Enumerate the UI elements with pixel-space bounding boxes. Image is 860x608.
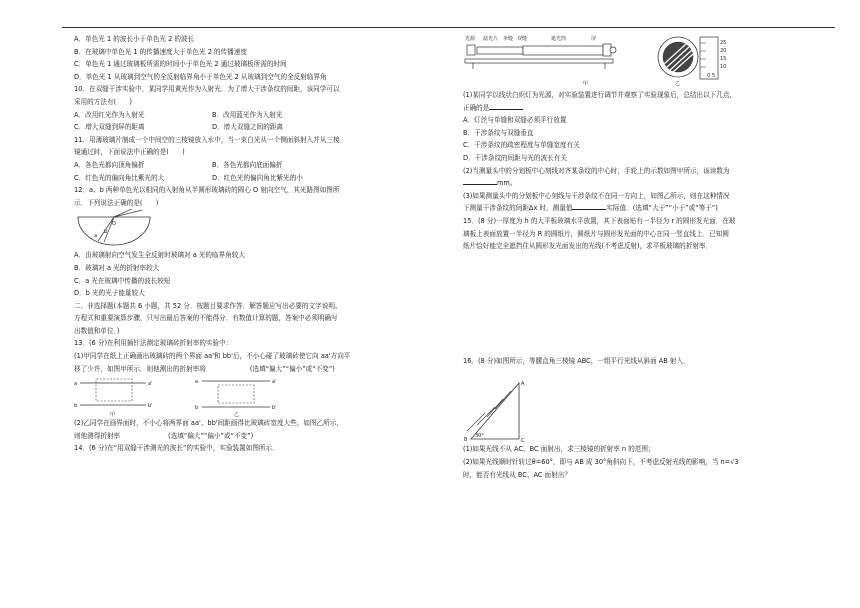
q16-part2-line2: 时，能否有光线从 BC、AC 面射出？ [463, 470, 571, 479]
prism-triangle [471, 383, 519, 439]
q13-part2-choice: (选填“偏大”“偏小”或“不变”) [168, 431, 254, 440]
q10-options-row2 [74, 121, 426, 134]
q14-stem: 14．(6 分)在“用双缝干涉测光的波长”的实验中，实验装置如图所示． [74, 444, 279, 453]
scale-5: 5 [712, 73, 716, 79]
q12-stem: 12．a、b 两种单色光以相同的入射角从半圆形玻璃砖的圆心 O 射向空气，其光路图如图所 [74, 186, 340, 195]
q14-part1-line1: (1)某同学以线状白炽灯为光源，对实验装置进行调节并观察了实验现象后，总结出以下几点， [463, 91, 737, 99]
glass-block-jia [96, 379, 132, 401]
q13-part1-text: 移了少许，如图甲所示．则他测出的折射率将 [74, 364, 206, 373]
q14-part3-text-b: 实际值．(选填“大于”“小于”或“等于”) [606, 204, 718, 213]
label-filter: 滤光片 [483, 36, 499, 42]
label-b2-jia: b' [148, 403, 153, 410]
label-double-slit: 双缝 [517, 36, 528, 42]
q12-option-c: C．a 光在玻璃中传播的波长较短 [74, 276, 171, 285]
label-b-jia: b [74, 403, 78, 410]
q10-stem-cont: 采用的方法有( ) [74, 97, 132, 106]
q13-part2-line2 [74, 430, 426, 443]
label-a-yi: a [195, 379, 199, 386]
q14-part1-text: 正确的是 [463, 103, 490, 112]
q10-option-b: B．改用蓝光作为入射光 [212, 110, 283, 119]
scale-0: 0 [707, 73, 711, 79]
q11-option-a: A．各色光都向顶角偏折 [74, 160, 145, 169]
vertex-a: A [521, 381, 525, 388]
glass-block-yi [218, 385, 254, 403]
incident-ray-2 [477, 407, 495, 425]
label-a2-yi: a' [272, 379, 277, 386]
q16-stem: 16．(8 分)如图所示，等腰直角三棱镜 ABC，一组平行光线从斜面 AB 射入． [463, 356, 690, 365]
q12-option-b: B．玻璃对 a 光的折射率较大 [74, 263, 160, 272]
q11-option-c: C．红色光的偏向角比紫光的大 [74, 173, 165, 182]
section2-line2: 方程式和重要演算步骤，只写出最后答案的不能得分．有数值计算的题，答案中必须明确写 [74, 314, 338, 323]
label-a2-jia: a' [148, 381, 153, 388]
q13-figure-jia [74, 379, 153, 417]
section2-line3: 出数值和单位．) [74, 326, 120, 335]
label-a: a [94, 233, 98, 240]
incident-ray-3 [487, 399, 503, 417]
scale-20: 20 [720, 48, 727, 54]
q11-stem-cont: 镜通过时，下面说法中正确的是( ) [74, 148, 185, 157]
label-o: O [112, 221, 116, 228]
ray-b-refracted [114, 209, 136, 217]
q16-part1: (1)如果光线不从 AC、BC 面射出，求三棱镜的折射率 n 的范围； [463, 445, 655, 454]
front-tube [477, 47, 523, 54]
caption-yi-apparatus: 乙 [675, 81, 681, 87]
q10-stem: 10．在双缝干涉实验中，某同学用黄光作为入射光．为了增大干涉条纹的间距，该同学可以 [74, 85, 340, 94]
q12-option-a: A．由玻璃射向空气发生全反射时玻璃对 a 光的临界角较大 [74, 251, 245, 260]
label-light-source: 光源 [465, 36, 476, 42]
q15-line3: 纸片恰好能完全遮挡住从圆形发光面发出的光线(不考虑反射)，求平板玻璃的折射率． [463, 242, 713, 251]
caption-jia-apparatus: 甲 [583, 81, 589, 87]
rail [465, 59, 613, 63]
caption-jia: 甲 [110, 412, 116, 418]
q11-options-row2 [74, 172, 426, 185]
q10-option-c: C．增大双缝到屏的距离 [74, 123, 145, 132]
scale-15: 15 [720, 56, 727, 62]
label-a-jia: a [74, 381, 78, 388]
q14-part2-unit: mm。 [497, 179, 517, 188]
q16-part2-line1: (2)如果光线顺时针转过θ=60°，即与 AB 成 30°角斜向下，不考虑反射光线的影响，当 n=√3 [463, 457, 739, 466]
main-tube [523, 46, 603, 55]
q10-option-a: A．改用红光作为入射光 [74, 110, 145, 119]
left-column [74, 33, 426, 455]
optical-bench [465, 35, 616, 87]
q9-option-a: A．单色光 1 的波长小于单色光 2 的波长 [74, 35, 195, 43]
caption-yi: 乙 [234, 412, 240, 418]
q12-semicircle-figure [74, 209, 154, 249]
q14-apparatus-figure [463, 33, 763, 89]
q13-part2-text: 则他测得折射率 [74, 431, 121, 440]
q9-option-c: C．单色光 1 通过玻璃板所需的时间小于单色光 2 通过玻璃板所需的时间 [74, 60, 287, 69]
ray-a-refracted [114, 210, 142, 217]
q11-option-b: B．各色光都向底面偏折 [212, 160, 283, 169]
label-screen: 屏 [591, 36, 597, 42]
micrometer-view [658, 37, 726, 87]
scale-10: 10 [720, 64, 727, 70]
q16-prism-figure [463, 367, 583, 443]
lamp-housing [467, 45, 475, 55]
label-tube: 遮光筒 [551, 36, 567, 42]
q10-options-row1 [74, 109, 426, 122]
eyepiece [610, 47, 616, 53]
q14-part2-line1: (2)当测量头中的分划板中心刻线对齐某条纹的中心时，手轮上的示数如图甲所示，该读数为 [463, 166, 730, 175]
q14-part2-blank[interactable] [463, 177, 497, 185]
label-single-slit: 单缝 [503, 36, 514, 42]
vertex-c: C [521, 438, 525, 444]
scale-25: 25 [720, 40, 727, 46]
label-b2-yi: b' [272, 405, 277, 412]
q13-figures [74, 375, 334, 417]
q14-part2-line2 [463, 177, 803, 190]
section2-line1: 二、非选择题(本题共 6 小题，共 52 分．按题目要求作答．解答题应写出必要的文字说明、 [74, 301, 342, 310]
q13-part1-choice: (选填“偏大”“偏小”或“不变”) [249, 364, 335, 373]
q14-part3-line2 [463, 202, 803, 215]
q14-part3-blank[interactable] [572, 202, 606, 210]
q15-line2: 璃板上表面放置一半径为 R 的圆纸片，圆纸片与圆形发光面的中心在同一竖直线上．已知圆 [463, 229, 729, 238]
incident-ray-1 [467, 413, 485, 431]
q10-option-d: D．增大双缝之间的距离 [212, 123, 284, 132]
q11-stem: 11．用薄玻璃片制成一个中间空的三棱镜放入水中，当一束白光从一个侧面斜射入并从三棱 [74, 135, 340, 144]
q9-option-b: B．在玻璃中单色光 1 的传播速度大于单色光 2 的传播速度 [74, 47, 247, 56]
q14-part3-text-a: 下测量干涉条纹的间距Δx 时，测量值 [463, 204, 573, 213]
angle-label: 30° [475, 433, 484, 440]
header-rule [62, 27, 835, 28]
label-b-yi: b [195, 405, 199, 412]
q13-figure-yi [195, 379, 277, 417]
q14-option-c: C．干涉条纹的疏密程度与单缝宽度有关 [463, 141, 580, 150]
q15-line1: 15．(8 分)一厚度为 h 的大平板玻璃水平放置，其下表面贴有一半径为 r 的圆形发光面．在玻 [463, 216, 736, 225]
q11-options-row1 [74, 159, 426, 172]
q14-part3-line1: (3)如果测量头中的分划板中心刻线与干涉条纹不在同一方向上，如图乙所示，则在这种情况 [463, 191, 730, 200]
q15-answer-space [463, 253, 803, 355]
q14-option-b: B．干涉条纹与双缝垂直 [463, 128, 534, 137]
incident-ray-4 [495, 391, 511, 409]
q13-part1-line1: (1)甲同学在纸上正确画出玻璃砖的两个界面 aa'和 bb'后，不小心碰了玻璃砖使它向 aa'方向平 [74, 352, 351, 361]
q14-part1-line2 [463, 102, 803, 115]
q13-part2-line1: (2)乙同学在画界面时，不小心将两界面 aa'、bb'间距画得比玻璃砖宽度大些，如图乙所示， [74, 419, 343, 428]
q13-stem: 13．(6 分)在利用插针法测定玻璃砖折射率的实验中： [74, 339, 233, 348]
q13-part1-line2 [74, 363, 426, 376]
q14-part1-blank[interactable] [489, 102, 523, 110]
vertex-b: B [464, 437, 468, 444]
q14-option-a: A．灯丝与单缝和双缝必须平行放置 [463, 116, 567, 125]
right-column [463, 33, 803, 481]
q12-option-d: D．b 光的光子能量较大 [74, 289, 145, 298]
q11-option-d: D．红色光的偏向角比紫光的小 [212, 173, 303, 182]
label-b: b [104, 229, 108, 236]
q9-option-d: D．单色光 1 从玻璃到空气的全反射临界角小于单色光 2 从玻璃到空气的全反射临界角 [74, 72, 327, 81]
q14-option-d: D．干涉条纹的间距与光的波长有关 [463, 153, 567, 162]
q12-stem-cont: 示．下列说法正确的是( ) [74, 198, 159, 207]
